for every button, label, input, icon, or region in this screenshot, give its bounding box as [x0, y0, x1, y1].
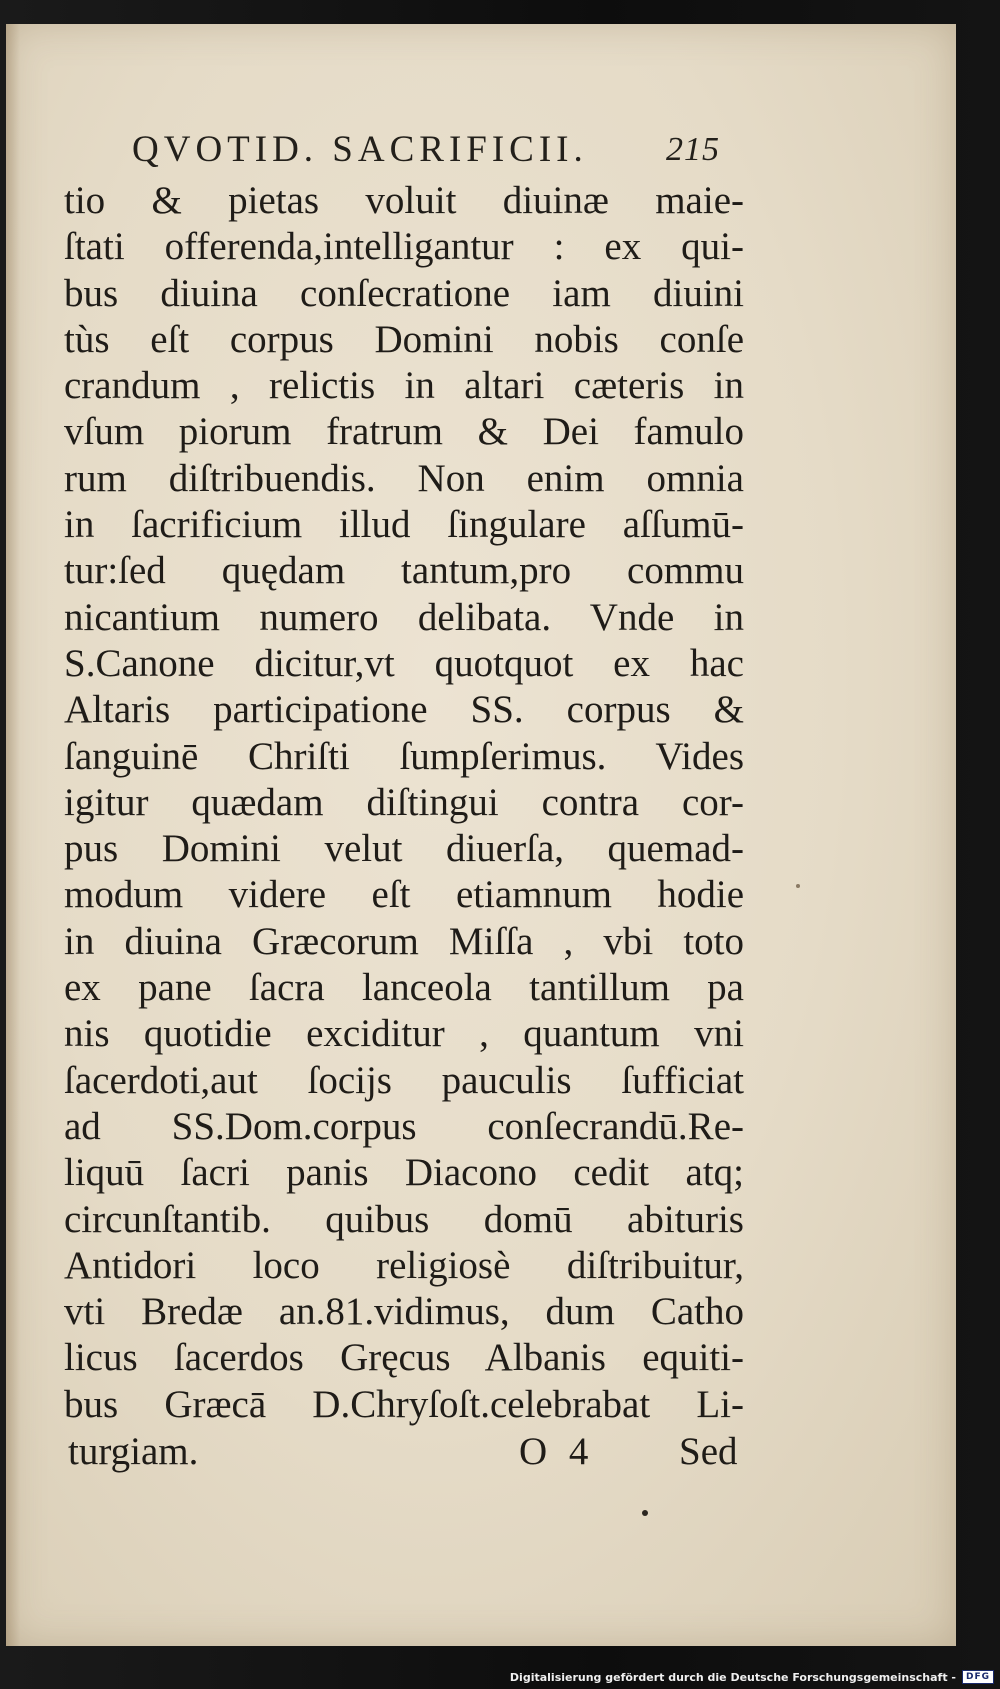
- text-line: tur:ſed quędam tantum,pro commu: [64, 549, 744, 593]
- text-line: ſtati offerenda,intelligantur : ex qui-: [64, 225, 744, 269]
- text-line: S.Canone dicitur,vt quotquot ex hac: [64, 641, 744, 685]
- text-line: in ſacrificium illud ſingulare aſſumū-: [64, 503, 744, 547]
- last-text-line: turgiam.: [68, 1430, 199, 1473]
- text-line: vſum piorum fratrum & Dei famulo: [64, 410, 744, 454]
- text-line: tùs eſt corpus Domini nobis conſe: [64, 317, 744, 361]
- running-title: QVOTID. SACRIFICII.: [132, 129, 588, 170]
- text-line: circunſtantib. quibus domū abituris: [64, 1197, 744, 1241]
- book-page: [6, 24, 956, 1646]
- text-line: licus ſacerdos Gręcus Albanis equiti-: [64, 1336, 744, 1380]
- credit-text: Digitalisierung gefördert durch die Deutsche Forschungsgemeinschaft -: [509, 1670, 956, 1684]
- text-line: in diuina Græcorum Miſſa , vbi toto: [64, 919, 744, 963]
- text-line: rum diſtribuendis. Non enim omnia: [64, 456, 744, 500]
- text-line: ex pane ſacra lanceola tantillum pa: [64, 966, 744, 1010]
- page-footer: [64, 1429, 744, 1475]
- text-line: ad SS.Dom.corpus conſecrandū.Re-: [64, 1104, 744, 1148]
- dfg-logo-icon: DFG: [962, 1670, 994, 1684]
- page-header: [126, 128, 726, 172]
- catchword: Sed: [679, 1430, 738, 1473]
- text-line: bus Græcā D.Chryſoſt.celebrabat Li-: [64, 1382, 744, 1426]
- text-line: liquū ſacri panis Diacono cedit atq;: [64, 1151, 744, 1195]
- digitization-credit: [510, 1667, 994, 1687]
- text-line: ſanguinē Chriſti ſumpſerimus. Vides: [64, 734, 744, 778]
- text-line: bus diuina conſecratione iam diuini: [64, 271, 744, 315]
- text-line: Altaris participatione SS. corpus &: [64, 688, 744, 732]
- ink-spot: [642, 1510, 648, 1516]
- text-line: nicantium numero delibata. Vnde in: [64, 595, 744, 639]
- body-text: [64, 178, 744, 1428]
- text-line: nis quotidie exciditur , quantum vni: [64, 1012, 744, 1056]
- text-line: vti Bredæ an.81.vidimus, dum Catho: [64, 1290, 744, 1334]
- text-line: ſacerdoti,aut ſocijs pauculis ſufficiat: [64, 1058, 744, 1102]
- text-line: crandum , relictis in altari cæteris in: [64, 364, 744, 408]
- text-line: pus Domini velut diuerſa, quemad-: [64, 827, 744, 871]
- page-number: 215: [666, 131, 720, 168]
- signature-mark: O 4: [519, 1430, 595, 1473]
- text-line: Antidori loco religiosè diſtribuitur,: [64, 1243, 744, 1287]
- paper-stain: [796, 884, 800, 888]
- text-line: igitur quædam diſtingui contra cor-: [64, 780, 744, 824]
- text-line: tio & pietas voluit diuinæ maie-: [64, 179, 744, 222]
- text-line: modum videre eſt etiamnum hodie: [64, 873, 744, 917]
